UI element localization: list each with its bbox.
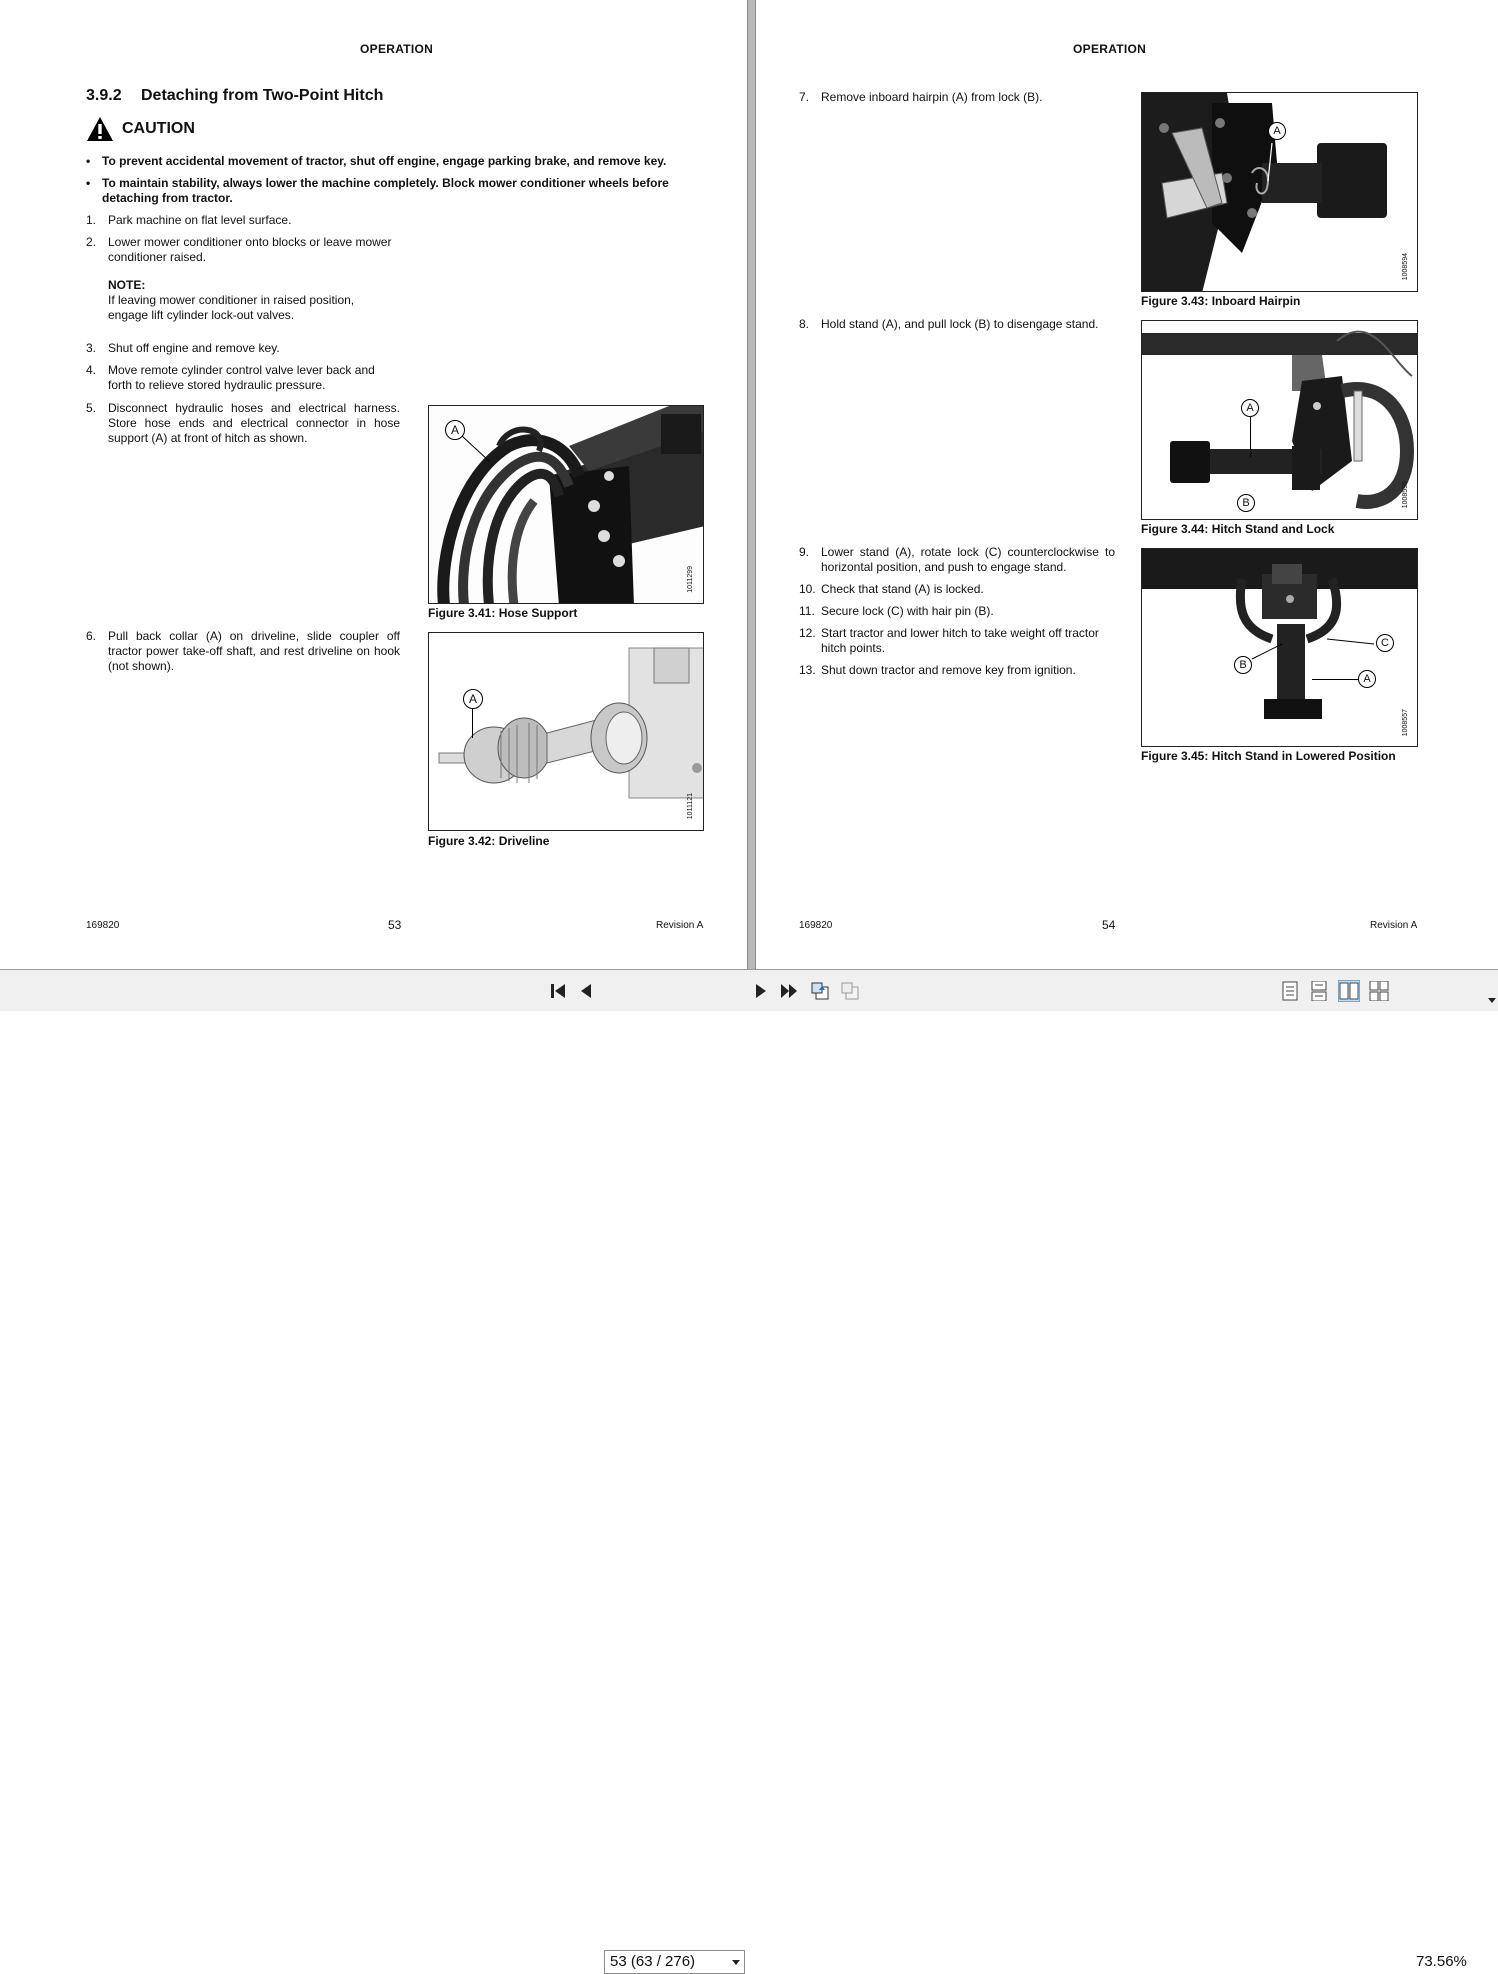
continuous-facing-icon (1369, 981, 1389, 1001)
page-number: 54 (1102, 918, 1116, 932)
facing-pages-view-button[interactable] (1338, 980, 1360, 1002)
callout-b: B (1237, 494, 1255, 512)
note-text: If leaving mower conditioner in raised position, engage lift cylinder lock-out valves. (108, 293, 355, 322)
page-header: OPERATION (360, 42, 434, 56)
previous-page-icon (577, 982, 595, 1000)
step-item: 9. Lower stand (A), rotate lock (C) counterclockwise to horizontal position, and push to engage stand. (799, 545, 1115, 574)
figure-inboard-hairpin (1141, 92, 1418, 292)
next-page-button[interactable] (750, 980, 772, 1002)
facing-pages-icon (1339, 982, 1359, 1000)
last-page-button[interactable] (778, 980, 800, 1002)
step-item: 7. Remove inboard hairpin (A) from lock (B). (799, 90, 1043, 104)
step-item: 10. Check that stand (A) is locked. (799, 582, 984, 596)
callout-a: A (1358, 670, 1376, 688)
figure-caption: Figure 3.44: Hitch Stand and Lock (1141, 522, 1335, 536)
continuous-facing-view-button[interactable] (1368, 980, 1390, 1002)
step-item: 11. Secure lock (C) with hair pin (B). (799, 604, 994, 618)
figure-id: 1008557 (1402, 709, 1409, 737)
callout-a: A (1268, 122, 1286, 140)
next-view-button[interactable] (839, 980, 861, 1002)
single-page-icon (1282, 981, 1298, 1001)
warning-triangle-icon (86, 116, 114, 142)
step-item: 6. Pull back collar (A) on driveline, slide coupler off tractor power take-off shaft, and rest driveline on hook (not shown). (86, 629, 400, 673)
step-item: 2. Lower mower conditioner onto blocks or leave mower conditioner raised. (86, 235, 392, 264)
section-title: Detaching from Two-Point Hitch (141, 87, 384, 104)
caution-label: CAUTION (122, 120, 195, 137)
step-item: 3. Shut off engine and remove key. (86, 341, 280, 355)
viewer-toolbar (0, 969, 1498, 1970)
step-item: 1. Park machine on flat level surface. (86, 213, 292, 227)
single-page-view-button[interactable] (1279, 980, 1301, 1002)
section-number: 3.9.2 (86, 87, 122, 104)
chevron-down-icon (732, 1960, 740, 1965)
callout-c: C (1376, 634, 1394, 652)
callout-b: B (1234, 656, 1252, 674)
page-header: OPERATION (1073, 42, 1147, 56)
callout-a: A (463, 689, 483, 709)
callout-leader (1250, 417, 1251, 457)
revision-label: Revision A (656, 920, 704, 931)
page-gutter (747, 0, 756, 969)
zoom-dropdown[interactable] (1488, 990, 1496, 1008)
step-item: 5. Disconnect hydraulic hoses and electrical harness. Store hose ends and electrical connector in hose support (A) at front of hitch as shown. (86, 401, 400, 445)
figure-id: 1011121 (687, 793, 694, 820)
caution-bullet: • To maintain stability, always lower the machine completely. Block mower conditioner wheels before detaching from tractor. (86, 176, 669, 205)
figure-caption: Figure 3.42: Driveline (428, 834, 550, 848)
chevron-down-icon (1488, 998, 1496, 1003)
figure-id: 1008555 (1402, 481, 1409, 509)
figure-caption: Figure 3.41: Hose Support (428, 606, 578, 620)
step-item: 8. Hold stand (A), and pull lock (B) to disengage stand. (799, 317, 1099, 331)
figure-caption: Figure 3.43: Inboard Hairpin (1141, 294, 1301, 308)
previous-view-icon (810, 981, 830, 1001)
zoom-level[interactable]: 73.56% (1416, 1953, 1467, 1970)
left-page: OPERATION 3.9.2 Detaching from Two-Point Hitch CAUTION • To prevent accidental movement of tractor, shut off engine, engage parking brake, and remove key. • To maintain stability, always lower the machine completely. Block mower conditioner wheels before detaching from tractor. 1. Park machine on flat level surface. 2. Lower mower conditioner onto blocks or leave mower conditioner raised. NOTE: If leaving mower conditioner in raised position, engage lift cylinder lock-out valves. 3. Shut off engine and remove key. 4. Move remote cylinder control valve lever back and forth to relieve stored hydraulic pressure. 5. Disconnect hydraulic hoses and electrical harness. Store hose ends and electrical connector in hose support (A) at front of hitch as shown. 6. Pull back collar (A) on driveline, slide coupler off tractor power take-off shaft, and rest driveline on hook (not shown). A 1011299 Figure 3.41: Hose Support A 1011121 Figure 3.42: Driveline 169820 53 Revision A (0, 0, 747, 969)
first-page-button[interactable] (547, 980, 569, 1002)
first-page-icon (549, 982, 567, 1000)
callout-a: A (1241, 399, 1259, 417)
next-page-icon (752, 982, 770, 1000)
last-page-icon (779, 982, 799, 1000)
figure-driveline (428, 632, 704, 831)
figure-hitch-stand-lock (1141, 320, 1418, 520)
figure-hose-support (428, 405, 704, 604)
doc-number: 169820 (86, 920, 120, 931)
callout-leader (472, 708, 473, 738)
previous-view-button[interactable] (809, 980, 831, 1002)
figure-id: 1008594 (1402, 253, 1409, 281)
step-item: 4. Move remote cylinder control valve lever back and forth to relieve stored hydraulic pressure. (86, 363, 375, 392)
continuous-icon (1311, 981, 1327, 1001)
step-item: 12. Start tractor and lower hitch to take weight off tractor hitch points. (799, 626, 1099, 655)
note-label: NOTE: (108, 278, 146, 292)
figure-caption: Figure 3.45: Hitch Stand in Lowered Position (1141, 749, 1396, 763)
page-indicator: 53 (63 / 276) (610, 1953, 696, 1970)
callout-leader (1312, 679, 1358, 680)
step-item: 13. Shut down tractor and remove key from ignition. (799, 663, 1076, 677)
figure-id: 1011299 (687, 566, 694, 593)
revision-label: Revision A (1370, 920, 1418, 931)
previous-page-button[interactable] (575, 980, 597, 1002)
next-view-icon (840, 981, 860, 1001)
page-number-select[interactable] (604, 1950, 745, 1974)
callout-a: A (445, 420, 465, 440)
doc-number: 169820 (799, 920, 833, 931)
page-number: 53 (388, 918, 402, 932)
continuous-view-button[interactable] (1308, 980, 1330, 1002)
figure-hitch-stand-lowered (1141, 548, 1418, 747)
right-page (756, 0, 1498, 969)
